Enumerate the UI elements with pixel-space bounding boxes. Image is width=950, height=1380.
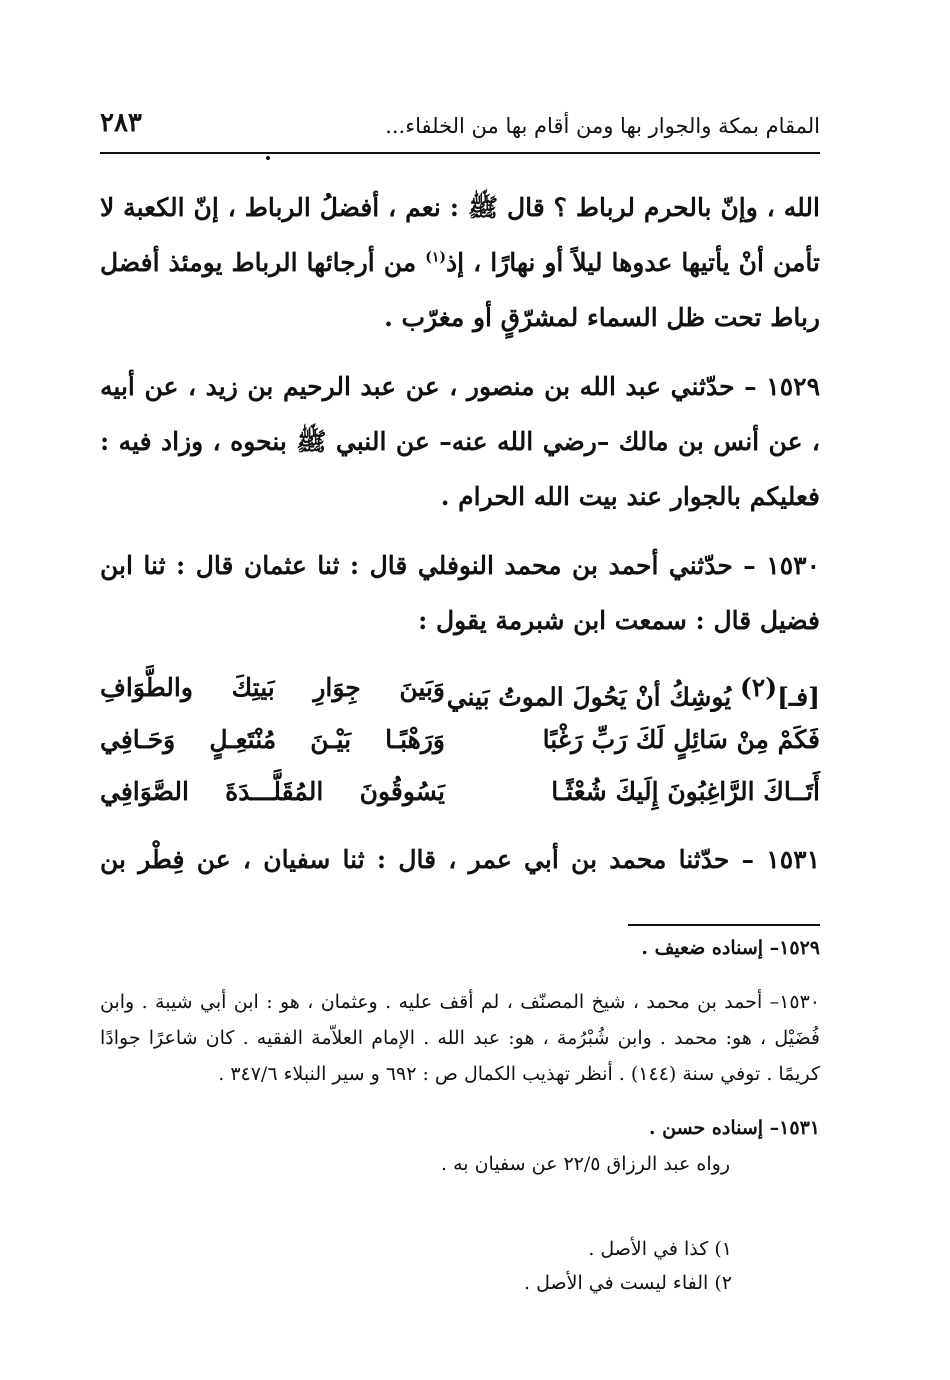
header-dot	[266, 156, 270, 160]
editor-note-1: ١) كذا في الأصل .	[588, 1238, 732, 1260]
note-1531-source: رواه عبد الرزاق ٢٢/٥ عن سفيان به .	[440, 1153, 730, 1175]
verse-second-hemistich: وَبَينَ جِوَارِ بَيتِكَ والطَّوَافِ	[100, 673, 445, 702]
footnote-ref-2: (٢)	[739, 673, 778, 702]
paragraph-1531: ١٥٣١ – حدّثنا محمد بن أبي عمر ، قال : ثنا سفيان ، عن فِطْر بن	[100, 845, 820, 874]
poem	[100, 662, 820, 818]
page-number: ٢٨٣	[100, 108, 142, 138]
paragraph-1: الله ، وإنّ بالحرم لرباط ؟ قال ﷺ : نعم ، أفضلُ الرباط ، إنّ الكعبة لا تأمن أنْ يأتيها عدوها ليلاً أو نهارًا ، إذ$^{(١)}$ من أرجائها الرباط يومئذ أفضل رباط تحت ظل السماء لمشرّقٍ أو مغرّب .	[100, 193, 820, 332]
editor-notes	[432, 1232, 732, 1300]
verse-first-hemistich: فَكَمْ مِنْ سَائِلٍ لَكَ رَبِّ رَغْبًا	[542, 725, 820, 754]
paragraph-1529: ١٥٢٩ – حدّثني عبد الله بن منصور ، عن عبد الرحيم بن زيد ، عن أبيه ، عن أنس بن مالك –رضي الله عنه– عن النبي ﷺ بنحوه ، وزاد فيه : فعليكم بالجوار عند بيت الله الحرام .	[100, 372, 820, 511]
footnotes	[100, 930, 820, 1182]
paragraph-1530: ١٥٣٠ – حدّثني أحمد بن محمد النوفلي قال : ثنا عثمان قال : ثنا ابن فضيل قال : سمعت ابن شبرمة يقول :	[100, 551, 821, 635]
poem-verse	[100, 662, 820, 714]
page-header	[100, 108, 820, 154]
footnote-divider	[628, 924, 820, 926]
poem-verse	[100, 766, 820, 818]
running-title: المقام بمكة والجوار بها ومن أقام بها من الخلفاء...	[385, 114, 820, 138]
verse-first-hemistich: أَتَــاكَ الرَّاغِبُونَ إِلَيكَ شُعْثًـا	[551, 777, 820, 806]
poem-verse	[100, 714, 820, 766]
verse-second-hemistich: يَسُوقُونَ المُقَلَّـــدَةَ الصَّوَافِي	[100, 777, 445, 806]
verse-second-hemistich: وَرَهْبًـا بَيْـنَ مُنْتَعِـلٍ وَحَـافِي	[100, 725, 445, 754]
main-text	[100, 180, 820, 901]
note-1530: ١٥٣٠– أحمد بن محمد ، شيخ المصنّف ، لم أقف عليه . وعثمان ، هو : ابن أبي شيبة . وابن فُضَيْل ، هو: محمد . وابن شُبْرُمة ، هو: عبد الله . الإمام العلاّمة الفقيه . كان شاعرًا جوادًا كريمًا . توفي سنة (١٤٤) . أنظر تهذيب الكمال ص : ٦٩٢ و سير النبلاء ٣٤٧/٦ .	[100, 991, 820, 1085]
verse-first-hemistich: [فـ](٢) يُوشِكُ أنْ يَحُولَ الموتُ بَيني	[446, 673, 820, 712]
editor-note-2: ٢) الفاء ليست في الأصل .	[524, 1272, 732, 1294]
note-1531: ١٥٣١– إسناده حسن .	[648, 1117, 820, 1139]
note-1529: ١٥٢٩– إسناده ضعيف .	[641, 937, 820, 959]
footnote-ref-1: (١)	[425, 249, 447, 266]
